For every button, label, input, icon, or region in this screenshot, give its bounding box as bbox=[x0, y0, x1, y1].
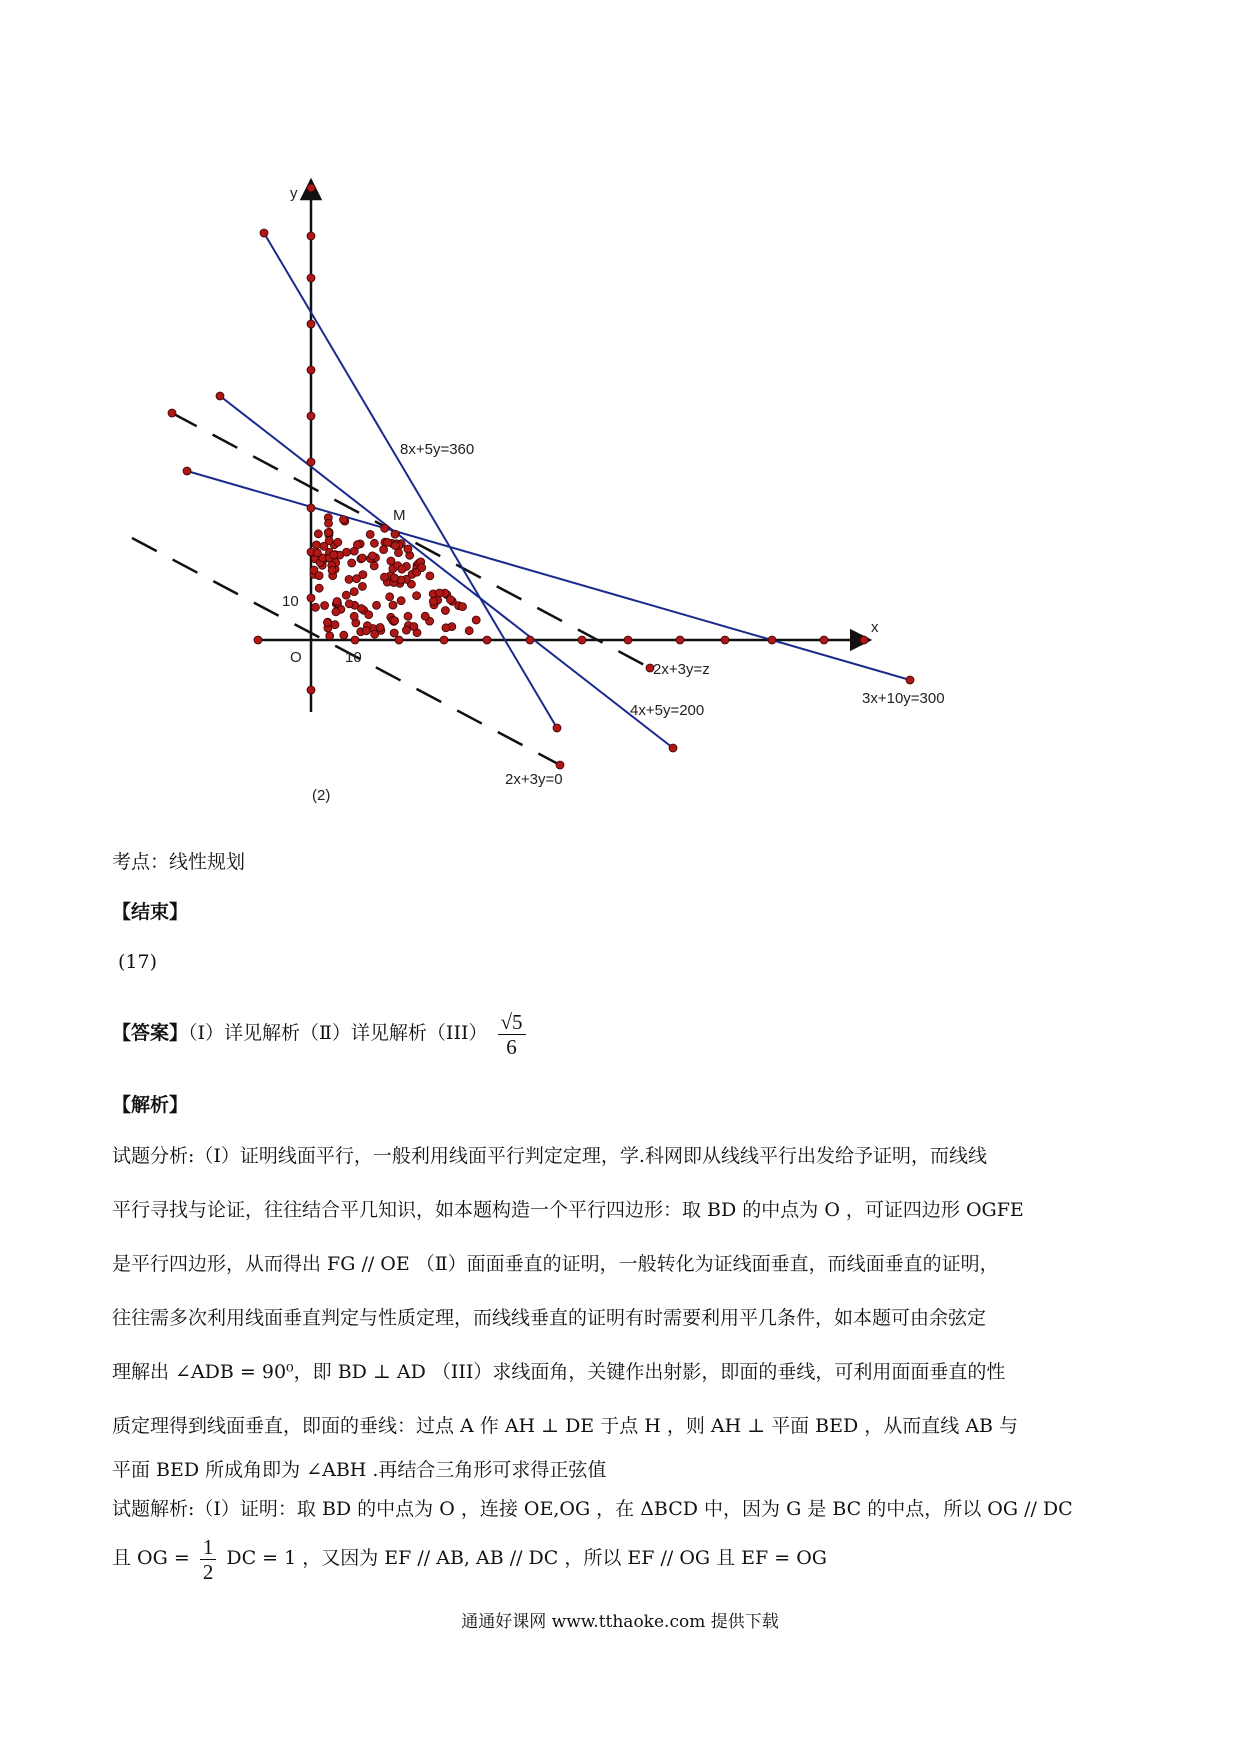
half-fraction bbox=[200, 1535, 217, 1584]
region-dot bbox=[326, 632, 334, 640]
region-dot bbox=[332, 608, 340, 616]
feasible-region-dots bbox=[168, 184, 914, 769]
answer-denominator: 6 bbox=[506, 1034, 517, 1059]
region-dot bbox=[340, 631, 348, 639]
region-dot bbox=[391, 574, 399, 582]
answer-line bbox=[112, 1003, 530, 1063]
line-label-2x3y-0: 2x+3y=0 bbox=[505, 771, 563, 788]
region-dot bbox=[333, 598, 341, 606]
region-dot bbox=[410, 623, 418, 631]
region-dot bbox=[371, 630, 379, 638]
region-dot bbox=[387, 557, 395, 565]
region-dot bbox=[348, 559, 356, 567]
axes bbox=[258, 180, 870, 712]
axis-dot bbox=[395, 636, 403, 644]
endpoint-dot bbox=[906, 676, 914, 684]
region-dot bbox=[370, 539, 378, 547]
region-dot bbox=[325, 519, 333, 527]
half-denominator: 2 bbox=[202, 1559, 214, 1584]
line-label-8x5y: 8x+5y=360 bbox=[400, 441, 475, 458]
answer-fraction bbox=[498, 1010, 526, 1059]
axis-dot bbox=[307, 412, 315, 420]
region-dot bbox=[350, 612, 358, 620]
endpoint-dot bbox=[183, 467, 191, 475]
line-label-3x10y: 3x+10y=300 bbox=[862, 690, 945, 707]
region-dot bbox=[391, 530, 399, 538]
region-dot bbox=[390, 629, 398, 637]
axis-dot bbox=[676, 636, 684, 644]
axis-dot bbox=[254, 636, 262, 644]
region-dot bbox=[324, 619, 332, 627]
axis-dot bbox=[526, 636, 534, 644]
region-dot bbox=[381, 524, 389, 532]
endpoint-dot bbox=[556, 761, 564, 769]
region-dot bbox=[315, 572, 323, 580]
analysis-line-5: 理解出 ∠ADB = 90⁰，即 BD ⊥ AD （III）求线面角，关键作出射影，即面的垂线，可利用面面垂直的性 bbox=[112, 1361, 1006, 1383]
region-dot bbox=[380, 546, 388, 554]
figure-caption: (2) bbox=[312, 787, 331, 804]
region-dot bbox=[442, 624, 450, 632]
region-dot bbox=[383, 538, 391, 546]
tick-x-label: 10 bbox=[345, 649, 362, 666]
region-dot bbox=[313, 549, 321, 557]
axis-x-label: x bbox=[871, 619, 879, 636]
answer-label: 【答案】 bbox=[112, 1022, 189, 1044]
region-dot bbox=[397, 597, 405, 605]
dashed-objective-lines bbox=[132, 413, 650, 765]
axis-dot bbox=[307, 320, 315, 328]
region-dot bbox=[330, 551, 338, 559]
axis-dot bbox=[307, 232, 315, 240]
analysis-line-6: 质定理得到线面垂直，即面的垂线：过点 A 作 AH ⊥ DE 于点 H ，则 AH ⊥ 平面 BED ，从而直线 AB 与 bbox=[112, 1415, 1019, 1437]
region-dot bbox=[312, 541, 320, 549]
endpoint-dot bbox=[168, 409, 176, 417]
region-dot bbox=[368, 552, 376, 560]
analysis-line-1: 试题分析:（Ⅰ）证明线面平行，一般利用线面平行判定定理，学.科网即从线线平行出发给予证明，而线线 bbox=[112, 1145, 987, 1167]
line-8x5y-360 bbox=[264, 233, 557, 728]
axis-dot bbox=[307, 594, 315, 602]
region-dot bbox=[413, 592, 421, 600]
region-dot bbox=[441, 607, 449, 615]
footer: 通通好课网 www.tthaoke.com 提供下载 bbox=[461, 1612, 779, 1632]
answer-numerator: √5 bbox=[498, 1010, 526, 1035]
figure-labels bbox=[282, 185, 945, 804]
region-dot bbox=[340, 516, 348, 524]
region-dot bbox=[389, 601, 397, 609]
region-dot bbox=[365, 611, 373, 619]
axis-y-label: y bbox=[290, 185, 298, 202]
axis-dot bbox=[721, 636, 729, 644]
region-dot bbox=[391, 542, 399, 550]
kaodian-line: 考点：线性规划 bbox=[112, 851, 246, 873]
axis-dot bbox=[860, 636, 868, 644]
half-numerator: 1 bbox=[200, 1535, 217, 1560]
region-dot bbox=[353, 541, 361, 549]
analysis-line-2: 平行寻找与论证，往往结合平几知识，如本题构造一个平行四边形：取 BD 的中点为 O ，可证四边形 OGFE bbox=[112, 1199, 1024, 1221]
region-dot bbox=[366, 530, 374, 538]
region-dot bbox=[421, 612, 429, 620]
region-dot bbox=[350, 588, 358, 596]
axis-dot bbox=[483, 636, 491, 644]
axis-dot bbox=[307, 504, 315, 512]
answer-part: （Ⅰ）详见解析（Ⅱ）详见解析（III） bbox=[188, 1022, 488, 1044]
region-dot bbox=[459, 603, 467, 611]
region-dot bbox=[315, 584, 323, 592]
axis-dot bbox=[820, 636, 828, 644]
analysis-line-4: 往往需多次利用线面垂直判定与性质定理，而线线垂直的证明有时需要利用平几条件，如本题可由余弦定 bbox=[112, 1307, 987, 1329]
region-dot bbox=[320, 542, 328, 550]
region-dot bbox=[358, 582, 366, 590]
solution-line-2-post: DC = 1 ，又因为 EF // AB, AB // DC ，所以 EF // OG 且 EF = OG bbox=[226, 1547, 827, 1569]
region-dot bbox=[373, 601, 381, 609]
axis-dot bbox=[307, 274, 315, 282]
axis-dot bbox=[351, 636, 359, 644]
region-dot bbox=[314, 530, 322, 538]
region-dot bbox=[404, 612, 412, 620]
axis-dot bbox=[768, 636, 776, 644]
origin-label: O bbox=[290, 649, 302, 666]
axis-dot bbox=[624, 636, 632, 644]
region-dot bbox=[358, 554, 366, 562]
question-number: (17) bbox=[118, 951, 158, 973]
region-dot bbox=[380, 573, 388, 581]
region-dot bbox=[376, 624, 384, 632]
end-tag: 【结束】 bbox=[112, 901, 189, 923]
region-dot bbox=[370, 562, 378, 570]
analysis-line-3: 是平行四边形，从而得出 FG // OE （Ⅱ）面面垂直的证明，一般转化为证线面垂直，而线面垂直的证明， bbox=[112, 1253, 999, 1275]
region-dot bbox=[418, 564, 426, 572]
region-dot bbox=[426, 572, 434, 580]
endpoint-dot bbox=[669, 744, 677, 752]
region-dot bbox=[321, 602, 329, 610]
line-label-4x5y: 4x+5y=200 bbox=[630, 702, 705, 719]
jiexi-header: 【解析】 bbox=[112, 1094, 189, 1116]
region-dot bbox=[324, 529, 332, 537]
point-m-label: M bbox=[393, 507, 406, 524]
axis-dot bbox=[440, 636, 448, 644]
region-dot bbox=[391, 617, 399, 625]
solution-line-1: 试题解析:（Ⅰ）证明：取 BD 的中点为 O ，连接 OE,OG ，在 ΔBCD 中，因为 G 是 BC 的中点，所以 OG // DC bbox=[112, 1498, 1073, 1520]
axis-dot bbox=[307, 686, 315, 694]
endpoint-dot bbox=[216, 392, 224, 400]
linear-programming-figure bbox=[0, 0, 1240, 820]
axis-dot bbox=[307, 184, 315, 192]
analysis-line-7: 平面 BED 所成角即为 ∠ABH .再结合三角形可求得正弦值 bbox=[112, 1459, 607, 1481]
region-dot bbox=[402, 626, 410, 634]
solution-line-2-pre: 且 OG = bbox=[112, 1547, 190, 1569]
region-dot bbox=[312, 603, 320, 611]
region-dot bbox=[342, 591, 350, 599]
region-dot bbox=[331, 621, 339, 629]
axis-dot bbox=[578, 636, 586, 644]
constraint-lines bbox=[187, 233, 910, 748]
line-label-2x3y-z: 2x+3y=z bbox=[653, 661, 710, 678]
region-dot bbox=[436, 589, 444, 597]
region-dot bbox=[345, 600, 353, 608]
region-dot bbox=[398, 565, 406, 573]
region-dot bbox=[447, 596, 455, 604]
endpoint-dot bbox=[553, 724, 561, 732]
region-dot bbox=[386, 593, 394, 601]
solution-line-2 bbox=[112, 1528, 827, 1588]
region-dot bbox=[362, 627, 370, 635]
region-dot bbox=[404, 545, 412, 553]
tick-y-label: 10 bbox=[282, 593, 299, 610]
region-dot bbox=[334, 538, 342, 546]
region-dot bbox=[345, 575, 353, 583]
axis-dot bbox=[307, 458, 315, 466]
region-dot bbox=[465, 627, 473, 635]
axis-dot bbox=[307, 366, 315, 374]
endpoint-dot bbox=[260, 229, 268, 237]
region-dot bbox=[472, 616, 480, 624]
region-dot bbox=[353, 575, 361, 583]
region-dot bbox=[328, 566, 336, 574]
region-dot bbox=[429, 597, 437, 605]
